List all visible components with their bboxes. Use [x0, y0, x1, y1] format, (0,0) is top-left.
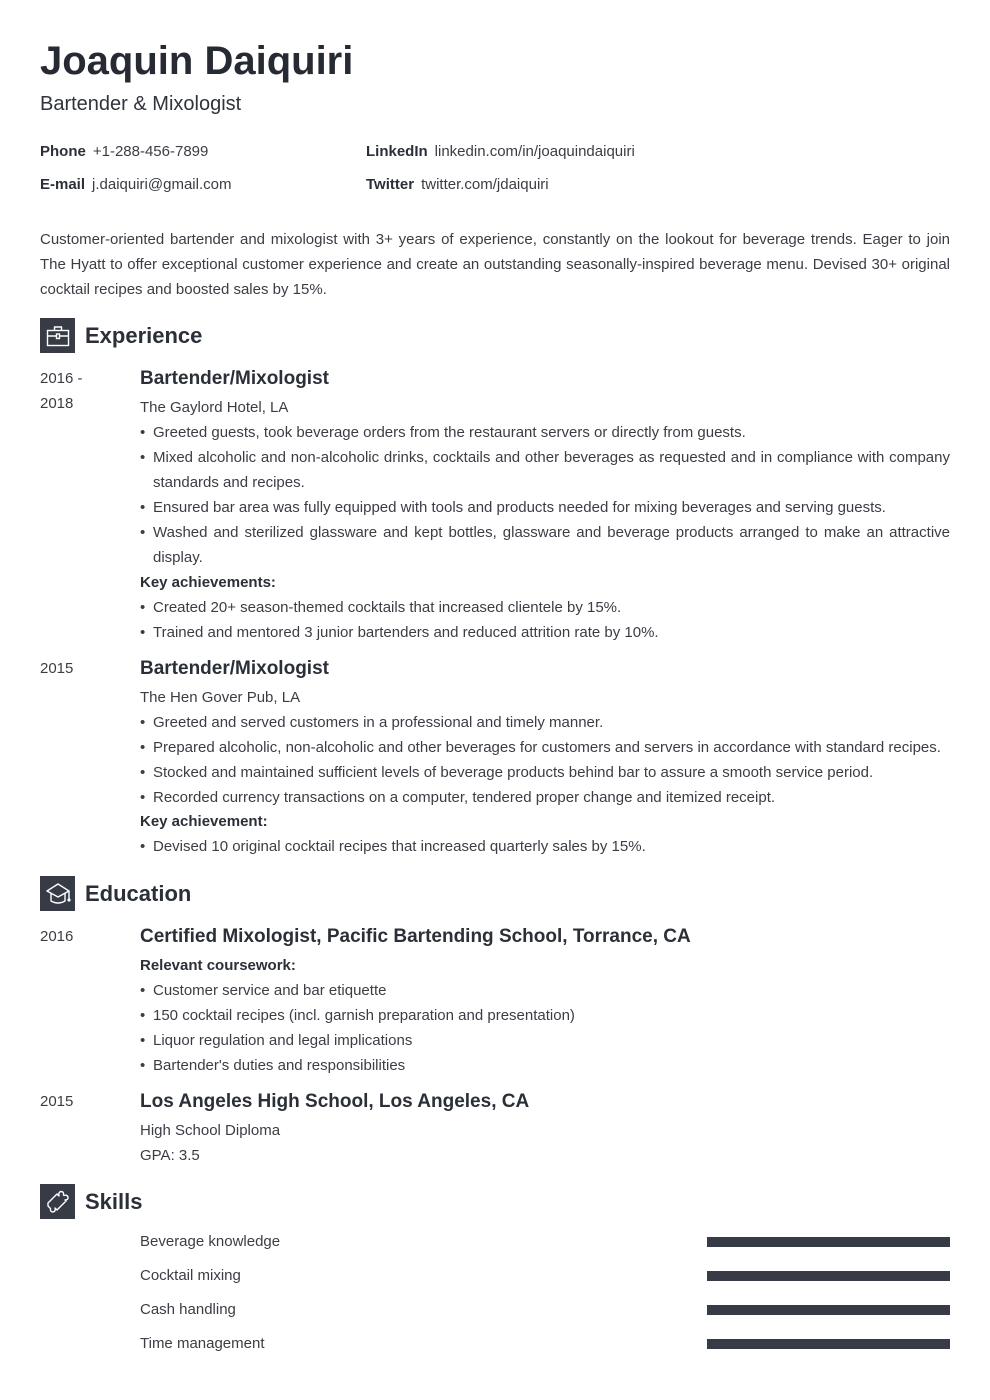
list-item: • 150 cocktail recipes (incl. garnish preparation and presentation) — [140, 1003, 950, 1028]
section-education-heading — [40, 876, 191, 911]
date-start: 2015 — [40, 660, 74, 677]
candidate-name: Joaquin Daiquiri — [40, 39, 354, 83]
contact-email — [40, 175, 231, 195]
contact-linkedin — [366, 142, 635, 162]
briefcase-icon — [40, 318, 75, 353]
skill-name: Cash handling — [140, 1301, 236, 1318]
responsibilities-list — [140, 420, 950, 570]
section-title: Education — [85, 880, 192, 906]
section-experience-heading — [40, 318, 202, 353]
diploma: High School Diploma — [140, 1122, 281, 1139]
entry-date — [40, 656, 120, 681]
achievements-label: Key achievements: — [140, 574, 276, 591]
skill-name: Time management — [140, 1335, 265, 1352]
company: The Hen Gover Pub, LA — [140, 689, 301, 706]
school-title: Los Angeles High School, Los Angeles, CA — [140, 1091, 530, 1112]
coursework-list — [140, 978, 950, 1078]
achievements-label: Key achievement: — [140, 813, 268, 830]
company: The Gaylord Hotel, LA — [140, 399, 289, 416]
contact-phone — [40, 142, 208, 162]
contact-twitter — [366, 175, 549, 195]
list-item: • Liquor regulation and legal implications — [140, 1028, 950, 1053]
list-item: • Trained and mentored 3 junior bartenders and reduced attrition rate by 10%. — [140, 620, 950, 645]
list-item: • Devised 10 original cocktail recipes that increased quarterly sales by 15%. — [140, 834, 950, 859]
contact-value: +1-288-456-7899 — [92, 143, 209, 160]
entry-content — [140, 656, 950, 859]
date-start: 2016 - — [40, 370, 83, 387]
contact-value[interactable]: j.daiquiri@gmail.com — [92, 176, 232, 193]
gpa: GPA: 3.5 — [140, 1147, 200, 1164]
job-title: Bartender/Mixologist — [140, 368, 329, 389]
contact-label: Phone — [40, 143, 86, 160]
list-item: • Greeted guests, took beverage orders from the restaurant servers or directly from guests. — [140, 420, 950, 445]
entry-date — [40, 366, 120, 416]
job-title: Bartender/Mixologist — [140, 658, 329, 679]
list-item: • Washed and sterilized glassware and kept bottles, glassware and beverage products arranged to make an attractive display. — [140, 520, 950, 570]
skill-level-bar — [707, 1305, 950, 1315]
contact-label: E-mail — [40, 176, 86, 193]
entry-date: 2016 — [40, 928, 74, 945]
list-item: • Prepared alcoholic, non-alcoholic and other beverages for customers and servers in accordance with standard recipes. — [140, 735, 950, 760]
skill-row — [140, 1300, 950, 1320]
skill-level-fill — [707, 1305, 950, 1315]
skill-name: Beverage knowledge — [140, 1233, 281, 1250]
list-item: • Ensured bar area was fully equipped with tools and products needed for mixing beverages and serving guests. — [140, 495, 950, 520]
list-item: • Created 20+ season-themed cocktails that increased clientele by 15%. — [140, 595, 950, 620]
degree-title: Certified Mixologist, Pacific Bartending School, Torrance, CA — [140, 926, 691, 947]
puzzle-piece-icon — [40, 1184, 75, 1219]
skill-row — [140, 1232, 950, 1252]
contact-label: Twitter — [366, 176, 415, 193]
list-item: • Customer service and bar etiquette — [140, 978, 950, 1003]
section-title: Experience — [85, 322, 203, 348]
candidate-title: Bartender & Mixologist — [40, 93, 242, 115]
contact-value[interactable]: twitter.com/jdaiquiri — [421, 176, 549, 193]
list-item: • Mixed alcoholic and non-alcoholic drinks, cocktails and other beverages as requested and in compliance with company standards and recipes. — [140, 445, 950, 495]
skill-level-bar — [707, 1237, 950, 1247]
entry-content — [140, 924, 950, 1078]
section-skills-heading — [40, 1184, 142, 1219]
list-item: • Bartender's duties and responsibilities — [140, 1053, 950, 1078]
date-end: 2018 — [40, 395, 74, 412]
section-title: Skills — [85, 1188, 143, 1214]
list-item: • Greeted and served customers in a professional and timely manner. — [140, 710, 950, 735]
coursework-label: Relevant coursework: — [140, 957, 296, 974]
skill-level-fill — [707, 1237, 950, 1247]
responsibilities-list — [140, 710, 950, 810]
list-item: • Recorded currency transactions on a computer, tendered proper change and itemized receipt. — [140, 785, 950, 810]
skill-name: Cocktail mixing — [140, 1267, 241, 1284]
contact-label: LinkedIn — [366, 143, 428, 160]
skill-row — [140, 1266, 950, 1286]
achievements-list — [140, 834, 950, 859]
skill-level-bar — [707, 1271, 950, 1281]
contact-value[interactable]: linkedin.com/in/joaquindaiquiri — [434, 143, 635, 160]
skill-level-fill — [707, 1271, 950, 1281]
graduation-cap-icon — [40, 876, 75, 911]
entry-date: 2015 — [40, 1093, 74, 1110]
skill-level-fill — [707, 1339, 950, 1349]
achievements-list — [140, 595, 950, 645]
entry-content — [140, 1089, 950, 1168]
skill-level-bar — [707, 1339, 950, 1349]
entry-content — [140, 366, 950, 645]
summary: Customer-oriented bartender and mixologist with 3+ years of experience, constantly on the lookout for beverage trends. Eager to join The Hyatt to offer exceptional customer experience and create an outstanding seasonally-inspired beverage menu. Devised 30+ original cocktail recipes and boosted sales by 15%. — [40, 231, 950, 298]
list-item: • Stocked and maintained sufficient levels of beverage products behind bar to assure a smooth service period. — [140, 760, 950, 785]
skill-row — [140, 1334, 950, 1354]
